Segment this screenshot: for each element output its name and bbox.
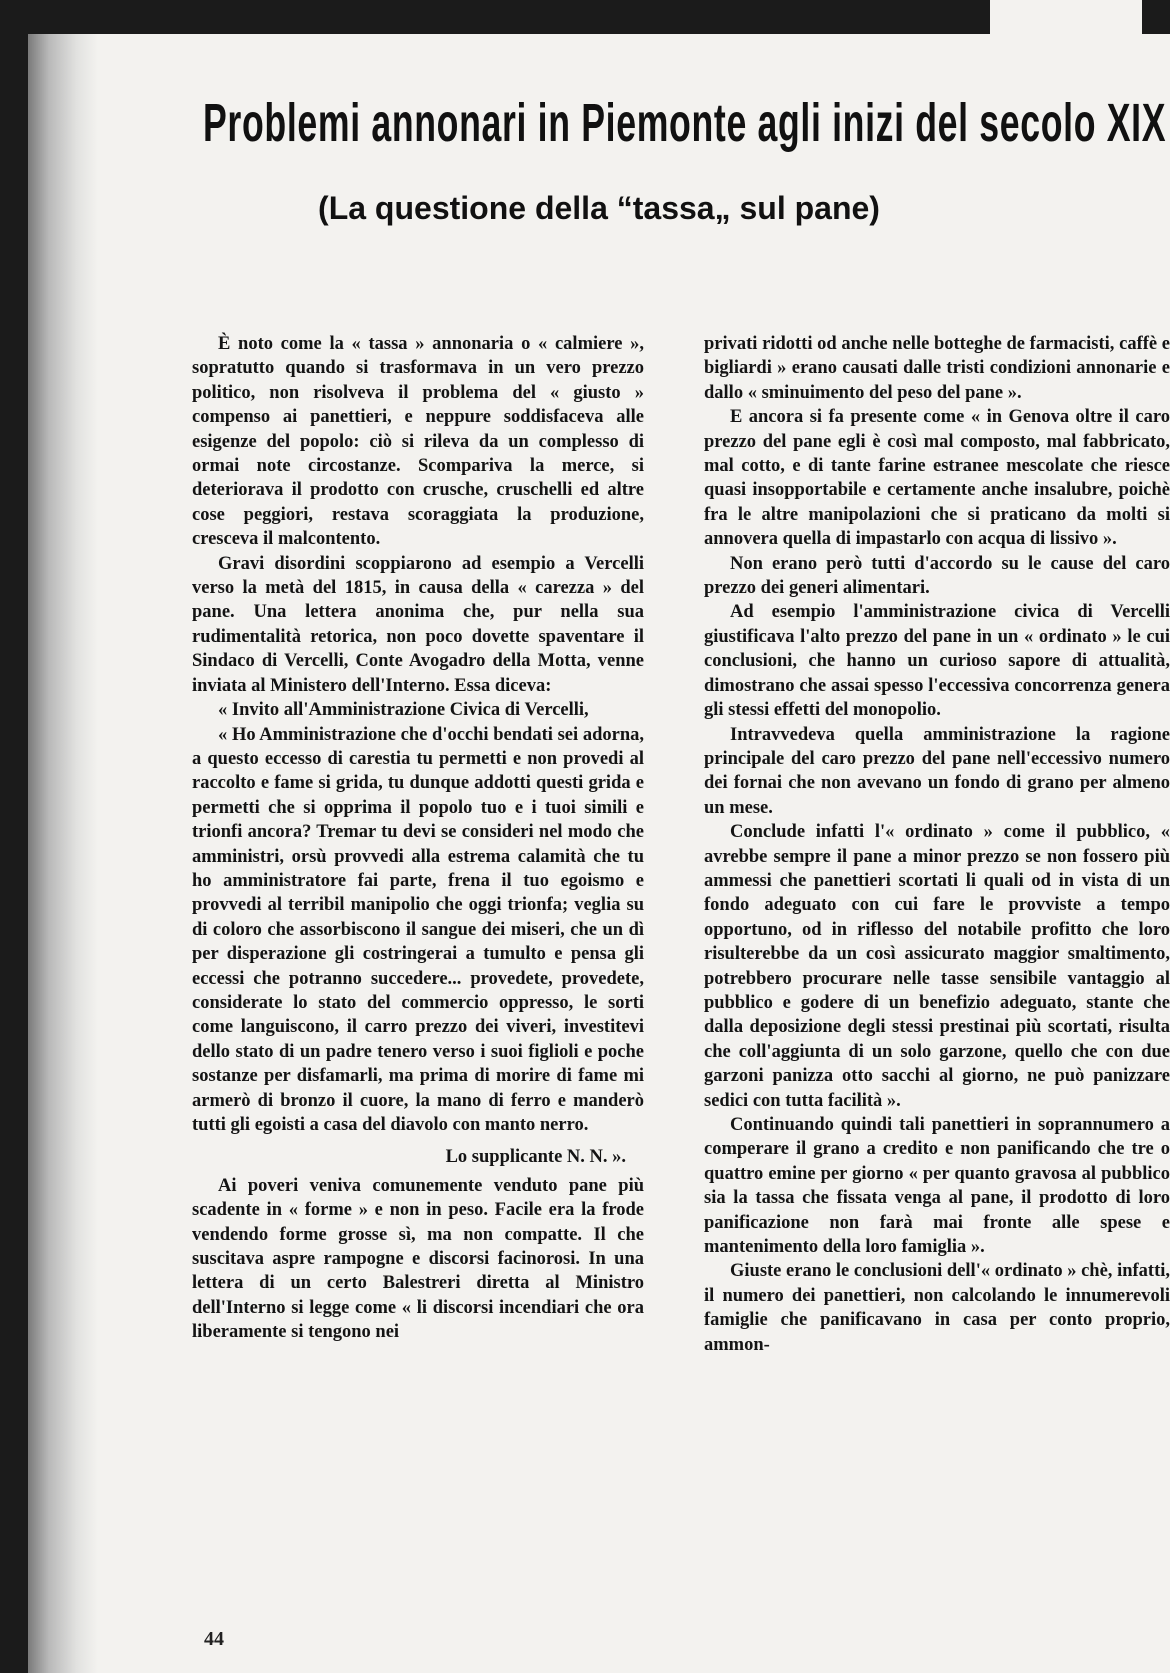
right-paragraph-8: Giuste erano le conclusioni dell'« ordinato » chè, infatti, il numero dei panettieri, non calcolando le innumerevoli famiglie che panificavano in casa per conto proprio, ammon- [704, 1261, 1170, 1355]
left-paragraph-3: « Invito all'Amministrazione Civica di Vercelli, [218, 700, 589, 721]
right-paragraph-6: Conclude infatti l'« ordinato » come il pubblico, « avrebbe sempre il pane a minor prezzo se non fossero più ammessi che panettieri scortati li quali od in vista di un fondo adeguato con cui fare le provviste a tempo opportuno, od in riflesso del notabile profitto che loro risulterebbe da un così assicurato maggior smaltimento, potrebbero procurare nelle tasse sensibile vantaggio al pubblico e godere di un benefizio adeguato, stante che dalla deposizione degli stessi prestinai più scortati, risulta che coll'aggiunta di un solo garzone, quello che con due garzoni panizza otto sacchi al giorno, ne può panizzare sedici con tutta facilità ». [704, 822, 1170, 1111]
article-title: Problemi annonari in Piemonte agli inizi del secolo XIX [203, 93, 1167, 153]
right-paragraph-4: Ad esempio l'amministrazione civica di Vercelli giustificava l'alto prezzo del pane in un « ordinato » le cui conclusioni, che hanno un curioso sapore di attualità, dimostrano che assai spesso l'eccessiva concorrenza genera gli stessi effetti del monopolio. [704, 602, 1170, 721]
right-paragraph-2: E ancora si fa presente come « in Genova oltre il caro prezzo del pane egli è così mal composto, mal fabbricato, mal cotto, e di tante farine estranee mescolate che riesce quasi insopportabile e certamente anche insalubre, poichè fra le altre manipolazioni che si praticano da molti si annovera quella di impastarlo con acqua di lissivo ». [704, 407, 1170, 550]
right-paragraph-5: Intravvedeva quella amministrazione la ragione principale del caro prezzo del pane nell'eccessivo numero dei fornai che non avevano un fondo di grano per almeno un mese. [704, 724, 1170, 818]
article-subtitle: (La questione della “tassa„ sul pane) [318, 190, 880, 226]
left-paragraph-2: Gravi disordini scoppiarono ad esempio a Vercelli verso la metà del 1815, in causa della « carezza » del pane. Una lettera anonima che, pur nella sua rudimentalità retorica, non poco dovette spaventare il Sindaco di Vercelli, Conte Avogadro della Motta, venne inviata al Ministero dell'Interno. Essa diceva: [192, 553, 644, 696]
left-paragraph-5: Ai poveri veniva comunemente venduto pane più scadente in « forme » e non in peso. Facile era la frode vendendo forme grosse sì, ma non compatte. Il che suscitava aspre rampogne e discorsi facinorosi. In una lettera di un certo Balestreri diretta al Ministro dell'Interno si legge come « li discorsi incendiari che ora liberamente si tengono nei [192, 1175, 644, 1343]
left-paragraph-4: « Ho Amministrazione che d'occhi bendati sei adorna, a questo eccesso di carestia tu permetti e non provedi al raccolto e fame si grida, tu dunque addotti questi grida e permetti che si opprima il popolo tuo e i tuoi simili e trionfi ancora? Tremar tu devi se consideri nel modo che amministri, orsù provvedi alla estrema calamità che tu ho amministratore fai parte, frena il tuo egoismo e provvedi al terribil manipolio che oggi trionfa; veglia su di coloro che assorbiscono il sangue dei miseri, che un dì per disperazione gli costringerai a tumulto e pensa gli eccessi che potranno succedere... provedete, provedete, considerate lo stato del commercio oppresso, le sorti come languiscono, il carro prezzo dei viveri, investitevi dello stato di un padre tenero verso i suoi figlioli e poche sostanze per disfamarli, ma prima di morire di fame mi armerò di bronzo il cuore, la mano di ferro e manderò tutti gli egoisti a casa del diavolo con manto nerro. [192, 724, 644, 1135]
scanned-page [28, 34, 1170, 1673]
left-column [192, 332, 644, 1345]
page-top-edge [990, 0, 1142, 34]
right-paragraph-7: Continuando quindi tali panettieri in soprannumero a comperare il grano a credito e non panificando che tre o quattro emine per giorno « per quanto gravosa al pubblico sia la tassa che fissata venga al pane, il prodotto di loro panificazione non farà mai fronte alle spese e mantenimento della loro famiglia ». [704, 1115, 1170, 1258]
right-paragraph-3: Non erano però tutti d'accordo su le cause del caro prezzo dei generi alimentari. [704, 553, 1170, 599]
page-binding-shadow [28, 34, 98, 1673]
right-column [704, 332, 1170, 1357]
left-paragraph-1: È noto come la « tassa » annonaria o « calmiere », sopratutto quando si trasformava in un vero prezzo politico, non risolveva il problema del « giusto » compenso ai panettieri, e neppure soddisfaceva alle esigenze del popolo: ciò si rileva da un complesso di ormai note circostanze. Scompariva la merce, si deteriorava il prodotto con crusche, cruschelli ed altre cose peggiori, restava scoraggiata la produzione, cresceva il malcontento. [192, 334, 644, 550]
page-number: 44 [204, 1628, 224, 1650]
letter-signature: Lo supplicante N. N. ». [445, 1147, 626, 1168]
right-paragraph-1: privati ridotti od anche nelle botteghe de farmacisti, caffè e bigliardi » erano causati dalle tristi condizioni annonarie e dallo « sminuimento del peso del pane ». [704, 334, 1170, 403]
